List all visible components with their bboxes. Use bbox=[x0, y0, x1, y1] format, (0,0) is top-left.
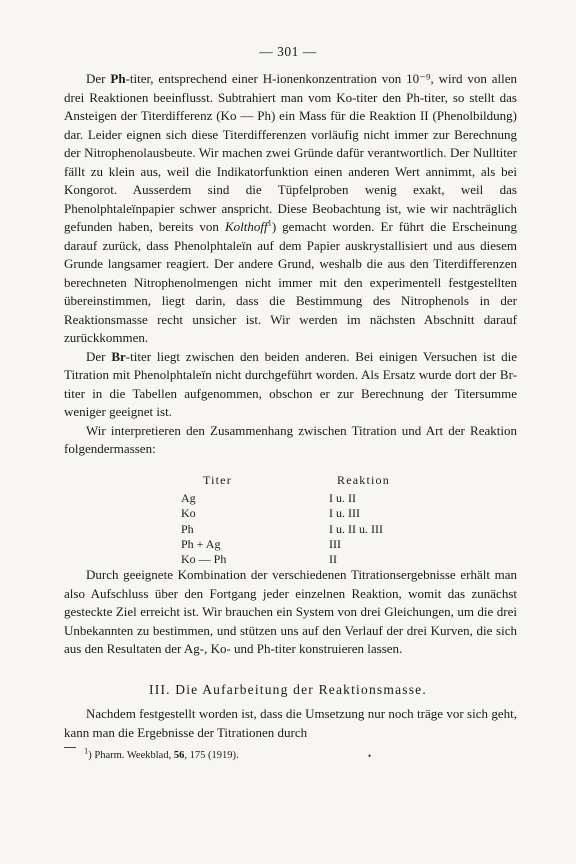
footnote-divider bbox=[64, 747, 76, 748]
footnote bbox=[84, 745, 239, 763]
paragraph: Nachdem festgestellt worden ist, dass die Umsetzung nur noch träge vor sich geht, kann man die Ergebnisse der Titrationen durch bbox=[64, 706, 517, 740]
paragraph: Wir interpretieren den Zusammenhang zwischen Titration und Art der Reaktion folgendermassen: bbox=[64, 422, 517, 456]
text-run: -titer, entsprechend einer H-ionenkonzentration von 10⁻⁹, wird von allen drei Reaktionen beeinflusst. Subtrahiert man vom Ko-titer den Ph-titer, so stellt das Ansteigen der Titerdifferenz (Ko — Ph) ein Mass für die Reaktion II (Phenolbildung) dar. Leider eignen sich diese Titerdifferenzen vorläufig nicht immer zur Berechnung der Nitrophenolausbeute. Wir machen zwei Gründe dafür verantwortlich. Der Nulltiter fällt zu klein aus, weil die Indikatorfunktion einen anderen Wert annimmt, als bei Kongorot. Ausserdem sind die Tüpfelproben wenig exakt, weil das Phenolphtaleïnpapier schwer anspricht. Diese Beobachtung ist, wie wir nachträglich gefunden haben, bereits von bbox=[64, 71, 517, 234]
table-cell: Ag bbox=[181, 491, 196, 506]
footnote-reference: 1 bbox=[267, 217, 272, 228]
paragraph: Durch geeignete Kombination der verschiedenen Titrationsergebnisse erhält man also Aufschluss über den Fortgang jeder einzelnen Reaktion, womit das zunächst gesteckte Ziel erreicht ist. Wir brauchen ein System von drei Gleichungen, um die drei Unbekannten zu bestimmen, und stützen uns auf den Verlauf der drei Kurven, die sich aus den Resultaten der Ag-, Ko- und Ph-titer konstruieren lassen. bbox=[64, 567, 517, 656]
text-run: Der bbox=[86, 348, 112, 364]
table-header-cell: Titer bbox=[203, 473, 232, 487]
stray-mark: • bbox=[368, 751, 372, 761]
body-text-after-table bbox=[64, 566, 517, 659]
footnote-marker: 1 bbox=[84, 745, 89, 756]
text-run: Der bbox=[86, 71, 111, 86]
table-cell: Ph + Ag bbox=[181, 536, 221, 551]
table-row bbox=[181, 522, 441, 537]
table-cell: II bbox=[329, 552, 337, 567]
table-cell: Ph bbox=[181, 521, 194, 536]
text-run: ) gemacht worden. Er führt die Erscheinung darauf zurück, dass Phenolphtaleïn auf dem Papier auskrystallisiert und aus diesem Grunde langsamer reagiert. Der andere Grund, weshalb die aus den Titerdifferenzen berechneten Nitrophenolmengen nicht immer mit den experimentell festgestellten übereinstimmen, liegt darin, dass die Bestimmung des Nitrophenols in der Reaktionsmasse recht unsicher ist. Wir werden im nächsten Abschnitt darauf zurückkommen. bbox=[64, 219, 517, 345]
body-text bbox=[64, 70, 517, 459]
section-body-text bbox=[64, 705, 517, 742]
text-run: ) Pharm. Weekblad, bbox=[88, 750, 174, 761]
text-run: , 175 (1919). bbox=[184, 750, 239, 761]
table-cell: Ko — Ph bbox=[181, 552, 227, 567]
paragraph bbox=[64, 70, 517, 348]
table-cell: III bbox=[329, 536, 341, 551]
table-cell: I u. III bbox=[329, 506, 360, 521]
paragraph bbox=[64, 348, 517, 422]
text-run: -titer liegt zwischen den beiden anderen. Bei einigen Versuchen ist die Titration mit Phenolphtaleïn nicht durchgeführt worden. Als Ersatz wurde dort der Br-titer in die Tabellen aufgenommen, obschon er zur Berechnung der Titersumme weniger geeignet ist. bbox=[64, 348, 517, 419]
table-cell: I u. II u. III bbox=[329, 521, 383, 536]
table-header bbox=[181, 473, 441, 488]
table-row bbox=[181, 491, 441, 506]
table-row bbox=[181, 506, 441, 521]
table-cell: I u. II bbox=[329, 491, 356, 506]
journal-volume: 56 bbox=[173, 750, 185, 761]
table-row bbox=[181, 537, 441, 552]
author-name: Kolthoff bbox=[224, 219, 268, 234]
table-cell: Ko bbox=[181, 506, 196, 521]
table-header-cell: Reaktion bbox=[337, 473, 390, 487]
table-row bbox=[181, 552, 441, 567]
titer-reaction-table bbox=[181, 473, 441, 567]
page-number: — 301 — bbox=[259, 44, 317, 59]
bold-term: Br bbox=[111, 348, 126, 364]
section-heading: III. Die Aufarbeitung der Reaktionsmasse. bbox=[149, 682, 427, 697]
bold-term: Ph bbox=[110, 71, 126, 86]
